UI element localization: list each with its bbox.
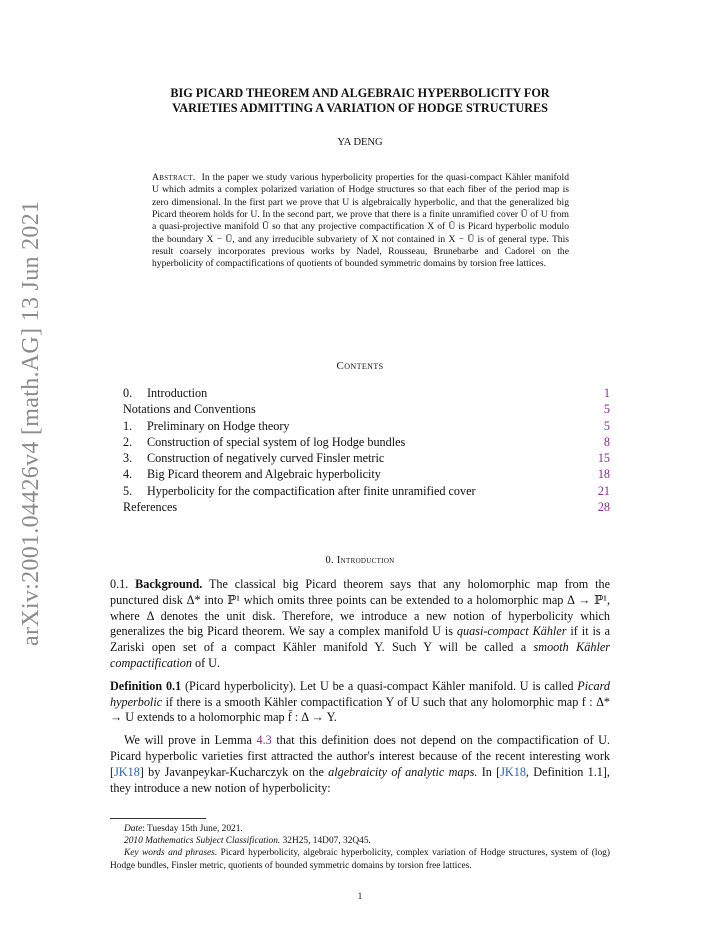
toc-title: References: [123, 500, 178, 515]
emphasis-term: algebraicity of analytic maps.: [328, 764, 478, 779]
paragraph-text: In [: [477, 764, 501, 779]
toc-title: Big Picard theorem and Algebraic hyperbolicity: [147, 467, 381, 482]
paragraph-number: 0.1.: [110, 577, 129, 591]
toc-page-link[interactable]: 8: [603, 434, 610, 449]
footnote-label: 2010 Mathematics Subject Classification.: [124, 836, 281, 847]
toc-number: 5.: [123, 483, 133, 498]
toc-number: 3.: [123, 451, 133, 466]
arxiv-identifier-stamp: arXiv:2001.04426v4 [math.AG] 13 Jun 2021: [18, 200, 44, 646]
citation-link[interactable]: JK18: [500, 764, 526, 779]
title-line-2: VARIETIES ADMITTING A VARIATION OF HODGE STRUCTURES: [172, 101, 548, 115]
toc-entry[interactable]: [123, 466, 610, 482]
toc-number: 0.: [123, 386, 133, 400]
footnote-text: 32H25, 14D07, 32Q45.: [280, 836, 371, 847]
author-name: YA DENG: [337, 137, 383, 148]
citation-link[interactable]: JK18: [114, 764, 140, 779]
paragraph-picard: [110, 733, 610, 796]
paragraph-text: if it is a Zariski open set of a compact Kähler manifold Y. Such Y will be called a: [110, 624, 610, 655]
toc-page-link[interactable]: 28: [597, 500, 610, 515]
paragraph-text: that this definition does not depend on the compactification of U. Picard hyperbolic varieties first attracted the author's interest because of the recent interesting work [: [110, 733, 610, 779]
toc-entry[interactable]: [123, 385, 610, 401]
toc-page-link[interactable]: 18: [597, 467, 610, 482]
footnote-msc: [110, 835, 610, 847]
emphasis-term: Picard hyperbolic: [110, 678, 610, 709]
emphasis-term: quasi-compact Kähler: [456, 624, 567, 639]
toc-title: Notations and Conventions: [123, 402, 256, 417]
definition-label: Definition 0.1: [110, 678, 182, 693]
abstract: [152, 172, 569, 271]
footnote-date: [110, 823, 610, 835]
toc-page-link[interactable]: 5: [603, 418, 610, 433]
title-line-1: BIG PICARD THEOREM AND ALGEBRAIC HYPERBOLICITY FOR: [170, 86, 550, 100]
toc-title: Hyperbolicity for the compactification after finite unramified cover: [147, 483, 476, 498]
abstract-label: Abstract.: [152, 172, 196, 183]
toc-title: Preliminary on Hodge theory: [147, 418, 290, 433]
emphasis-term: smooth Kähler compactification: [110, 640, 610, 670]
lemma-reference-link[interactable]: 4.3: [256, 733, 272, 748]
paragraph-text: We will prove in Lemma: [124, 733, 257, 748]
toc-entry[interactable]: [123, 418, 610, 434]
toc-entry[interactable]: [123, 499, 610, 515]
paragraph-background: [110, 577, 610, 672]
toc-number: 4.: [123, 467, 133, 482]
toc-page-link[interactable]: 15: [597, 451, 610, 466]
paper-title: [110, 86, 610, 116]
toc-entry[interactable]: [123, 401, 610, 417]
definition-text: if there is a smooth Kähler compactification Y of U such that any holomorphic map f : Δ* → U extends to a holomorphic map f̄ : Δ → Y.: [110, 694, 610, 725]
toc-title: Construction of negatively curved Finsler metric: [147, 451, 385, 466]
abstract-text: In the paper we study various hyperbolicity properties for the quasi-compact Kähler manifold U which admits a complex polarized variation of Hodge structures so that each fiber of the period map is zero dimensional. In the first part we prove that U is algebraically hyperbolic, and that the generalized big Picard theorem holds for U. In the second part, we prove that there is a finite unramified cover Ũ of U from a quasi-projective manifold Ũ so that any projective compactification X of Ũ is Picard hyperbolic modulo the boundary X − Ũ, and any irreducible subvariety of X not contained in X − Ũ is of general type. This result coarsely incorporates previous works by Nadel, Rousseau, Brunebarbe and Cadorel on the hyperbolicity of compactifications of quotients of bounded symmetric domains by torsion free lattices.: [152, 172, 569, 270]
footnote-text: Picard hyperbolicity, algebraic hyperbolicity, complex variation of Hodge structures, system of (log) Hodge bundles, Finsler metric, quotients of bounded symmetric domains by torsion free lattices.: [110, 848, 610, 871]
definition-block: [110, 679, 610, 726]
footnote-label: Date: [124, 824, 143, 834]
toc-page-link[interactable]: 21: [597, 483, 610, 498]
toc-number: 2.: [123, 434, 133, 449]
page-number: 1: [357, 892, 363, 902]
footnote-divider: [110, 818, 206, 819]
section-title: Introduction: [336, 555, 395, 566]
paragraph-text: , Definition 1.1], they introduce a new notion of hyperbolicity:: [110, 764, 610, 795]
toc-entry[interactable]: [123, 483, 610, 499]
section-heading: [110, 555, 610, 566]
definition-name: (Picard hyperbolicity).: [185, 678, 297, 693]
footnote-keywords: [110, 847, 610, 871]
toc-number: 1.: [123, 418, 133, 433]
paragraph-heading: Background.: [135, 577, 203, 591]
paragraph-text: of U.: [191, 655, 221, 670]
section-number: 0.: [325, 555, 334, 566]
toc-page-link[interactable]: 5: [603, 402, 610, 417]
footnote-text: : Tuesday 15th June, 2021.: [142, 824, 243, 834]
footnote-label: Key words and phrases.: [124, 848, 218, 859]
toc-page-link[interactable]: 1: [603, 386, 610, 400]
table-of-contents: [123, 385, 610, 515]
paragraph-text: The classical big Picard theorem says that any holomorphic map from the punctured disk Δ* into ℙ¹ which omits three points can be extended to a holomorphic map Δ → ℙ¹, where Δ denotes the unit disk. Therefore, we introduce a new notion of hyperbolicity which generalizes the big Picard theorem. We say a complex manifold U is: [110, 577, 611, 639]
body-text: [110, 577, 610, 803]
definition-text: Let U be a quasi-compact Kähler manifold. U is called: [296, 678, 578, 693]
toc-title: Construction of special system of log Hodge bundles: [147, 434, 406, 449]
toc-title: Introduction: [147, 386, 208, 400]
footnotes: [110, 823, 610, 872]
toc-entry[interactable]: [123, 434, 610, 450]
paragraph-text: ] by Javanpeykar-Kucharczyk on the: [139, 764, 329, 779]
toc-entry[interactable]: [123, 450, 610, 466]
contents-heading: Contents: [336, 360, 384, 372]
